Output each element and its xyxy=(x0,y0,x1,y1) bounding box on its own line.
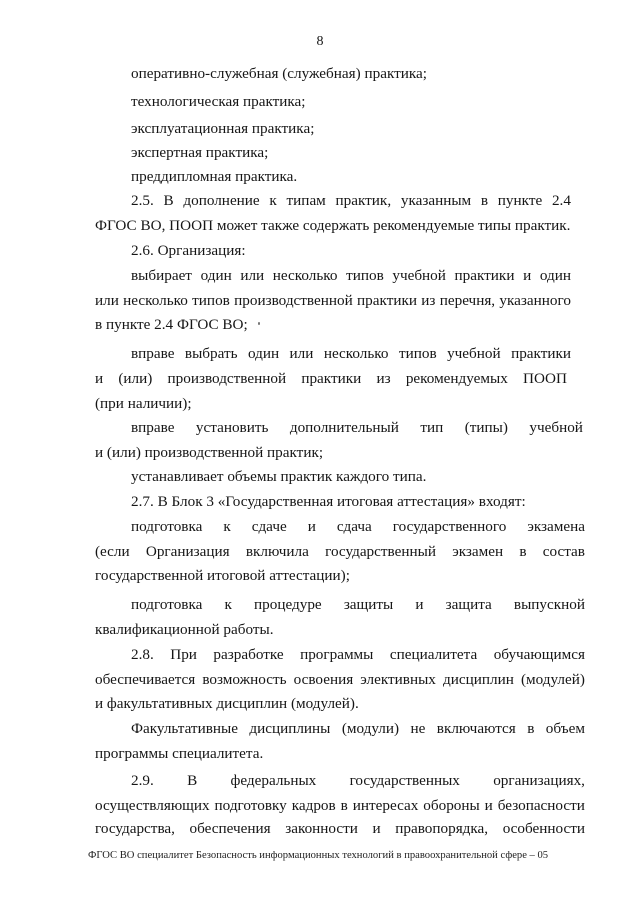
paragraph-2-6-item-2-line-2: и (или) производственной практики из рекомендуемых ПООП xyxy=(95,370,567,387)
page-footer: ФГОС ВО специалитет Безопасность информационных технологий в правоохранительной сфере – 05 xyxy=(88,850,549,861)
paragraph-2-7-item-1-line-2: (если Организация включила государственный экзамен в состав xyxy=(95,543,585,560)
paragraph-2-8-line-3: и факультативных дисциплин (модулей). xyxy=(95,695,359,712)
paragraph-2-6-item-2-line-1: вправе выбрать один или несколько типов учебной практики xyxy=(131,345,571,362)
paragraph-2-8-line-4: Факультативные дисциплины (модули) не включаются в объем xyxy=(131,720,585,737)
paragraph-2-6-item-1-line-1: выбирает один или несколько типов учебной практики и один xyxy=(131,267,571,284)
paragraph-2-5-line-1: 2.5. В дополнение к типам практик, указанным в пункте 2.4 xyxy=(131,192,571,209)
paragraph-2-7-item-2-line-2: квалификационной работы. xyxy=(95,621,274,638)
paragraph-2-6-item-1-line-2: или несколько типов производственной практики из перечня, указанного xyxy=(95,292,571,309)
paragraph-2-6-item-1-line-3: в пункте 2.4 ФГОС ВО; xyxy=(95,316,248,333)
paragraph-2-8-line-2: обеспечивается возможность освоения элективных дисциплин (модулей) xyxy=(95,671,585,688)
paragraph-2-6-item-2-line-3: (при наличии); xyxy=(95,395,192,412)
paragraph-2-7-item-1-line-1: подготовка к сдаче и сдача государственного экзамена xyxy=(131,518,585,535)
paragraph-2-6-item-3-line-1: вправе установить дополнительный тип (типы) учебной xyxy=(131,419,583,436)
paragraph-2-6-item-4: устанавливает объемы практик каждого типа. xyxy=(131,468,427,485)
section-heading-2-7: 2.7. В Блок 3 «Государственная итоговая аттестация» входят: xyxy=(131,493,526,510)
paragraph-2-5-line-2: ФГОС ВО, ПООП может также содержать рекомендуемые типы практик. xyxy=(95,217,571,234)
list-item: преддипломная практика. xyxy=(131,168,298,185)
section-heading-2-6: 2.6. Организация: xyxy=(131,242,246,259)
paragraph-2-7-item-1-line-3: государственной итоговой аттестации); xyxy=(95,567,350,584)
list-item: экспертная практика; xyxy=(131,144,269,161)
list-item: оперативно-служебная (служебная) практика; xyxy=(131,65,427,82)
paragraph-2-8-line-5: программы специалитета. xyxy=(95,745,264,762)
scan-speck xyxy=(258,322,260,325)
paragraph-2-7-item-2-line-1: подготовка к процедуре защиты и защита выпускной xyxy=(131,596,585,613)
paragraph-2-6-item-3-line-2: и (или) производственной практик; xyxy=(95,444,324,461)
paragraph-2-8-line-1: 2.8. При разработке программы специалитета обучающимся xyxy=(131,646,585,663)
list-item: технологическая практика; xyxy=(131,93,306,110)
page-number: 8 xyxy=(316,34,324,49)
paragraph-2-9-line-3: государства, обеспечения законности и правопорядка, особенности xyxy=(95,820,585,837)
list-item: эксплуатационная практика; xyxy=(131,120,315,137)
paragraph-2-9-line-1: 2.9. В федеральных государственных организациях, xyxy=(131,772,585,789)
paragraph-2-9-line-2: осуществляющих подготовку кадров в интересах обороны и безопасности xyxy=(95,797,585,814)
